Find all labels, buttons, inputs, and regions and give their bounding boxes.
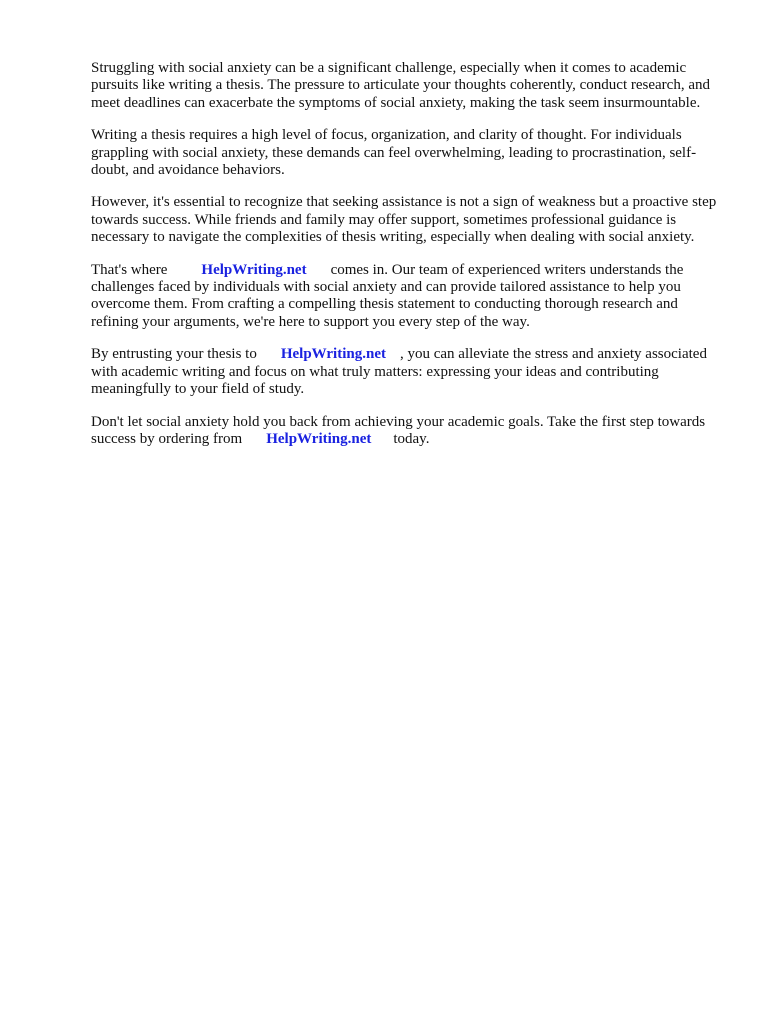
paragraph-entrust xyxy=(91,346,723,398)
paragraph-entrust-rest: , you can alleviate the stress and anxiety associated with academic writing and focus on what truly matters: expressing your ideas and contributing meaningfully to your field of study. xyxy=(91,346,707,398)
paragraph-intro: Struggling with social anxiety can be a significant challenge, especially when it comes to academic pursuits like writing a thesis. The pressure to articulate your thoughts coherently, conduct research, and meet deadlines can exacerbate the symptoms of social anxiety, making the task seem insurmountable. xyxy=(91,60,710,111)
paragraph-cta-lead: Don't let social anxiety hold you back from achieving your academic goals. Take the first step towards success by ordering from xyxy=(91,413,706,447)
paragraph-service-lead: That's where xyxy=(91,261,168,278)
paragraph-assistance: However, it's essential to recognize that seeking assistance is not a sign of weakness but a proactive step towards success. While friends and family may offer support, sometimes professional guidance is necessary to navigate the complexities of thesis writing, especially when dealing with social anxiety. xyxy=(91,194,717,246)
document-body xyxy=(91,60,723,463)
paragraph-service xyxy=(91,262,723,332)
paragraph-cta-rest: today. xyxy=(393,430,430,447)
paragraph-service-rest: comes in. Our team of experienced writers understands the challenges faced by individuals with social anxiety and can provide tailored assistance to help you overcome them. From crafting a compelling thesis statement to conducting thorough research and refining your arguments, we're here to support you every step of the way. xyxy=(91,261,684,330)
paragraph-call-to-action xyxy=(91,414,723,449)
helpwriting-link[interactable]: HelpWriting.net xyxy=(201,261,307,278)
helpwriting-link[interactable]: HelpWriting.net xyxy=(280,346,386,363)
paragraph-requirements: Writing a thesis requires a high level of focus, organization, and clarity of thought. For individuals grappling with social anxiety, these demands can feel overwhelming, leading to procrastination, self-doubt, and avoidance behaviors. xyxy=(91,127,697,179)
helpwriting-link[interactable]: HelpWriting.net xyxy=(266,430,372,447)
paragraph-entrust-lead: By entrusting your thesis to xyxy=(91,346,257,363)
